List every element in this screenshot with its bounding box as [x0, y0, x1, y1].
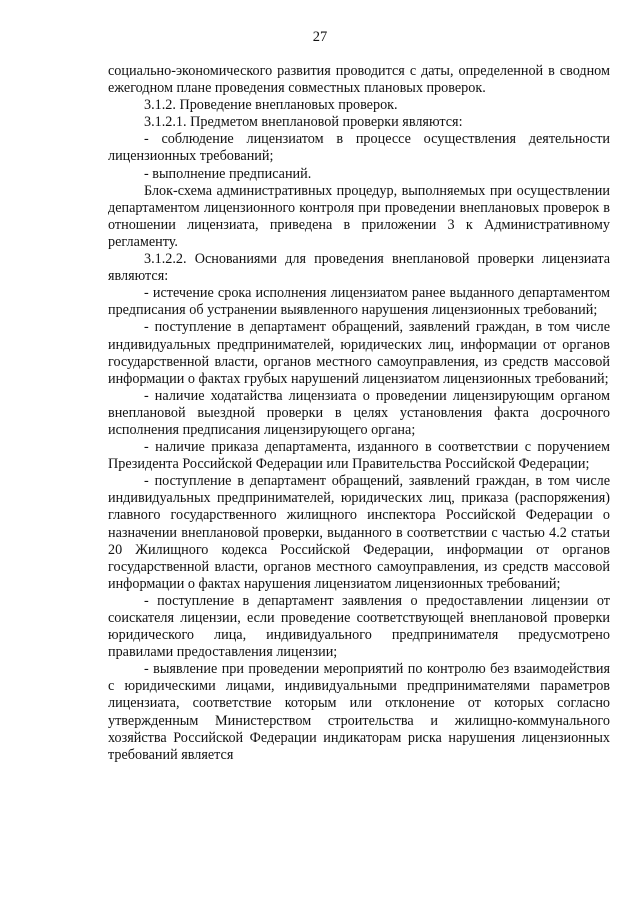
list-item: - поступление в департамент обращений, заявлений граждан, в том числе индивидуальных предпринимателей, юридических лиц, приказа (распоряжения) главного государственного жилищного инспектора Российской Федерации о назначении внеплановой проверки, выданного в соответствии с частью 4.2 статьи 20 Жилищного кодекса Российской Федерации, информации от органов государственной власти, органов местного самоуправления, из средств массовой информации о фактах нарушения лицензиатом лицензионных требований;	[108, 473, 610, 592]
list-item: - поступление в департамент обращений, заявлений граждан, в том числе индивидуальных предпринимателей, юридических лиц, информации от органов государственной власти, органов местного самоуправления, из средств массовой информации о фактах грубых нарушений лицензиатом лицензионных требований;	[108, 319, 610, 387]
list-item: - соблюдение лицензиатом в процессе осуществления деятельности лицензионных требований;	[108, 131, 610, 165]
body-text	[108, 63, 610, 764]
paragraph-3-1-2-2: 3.1.2.2. Основаниями для проведения внеплановой проверки лицензиата являются:	[108, 251, 610, 285]
list-item: - наличие ходатайства лицензиата о проведении лицензирующим органом внеплановой выездной проверки в целях установления факта досрочного исполнения предписания лицензирующего органа;	[108, 387, 610, 438]
list-item: - выполнение предписаний.	[144, 165, 312, 182]
paragraph-block-diagram: Блок-схема административных процедур, выполняемых при осуществлении департаментом лицензионного контроля при проведении внеплановых проверок в отношении лицензиата, приведена в приложении 3 к Административному регламенту.	[108, 182, 610, 250]
list-item: - истечение срока исполнения лицензиатом ранее выданного департаментом предписания об устранении выявленного нарушения лицензионных требований;	[108, 285, 610, 319]
paragraph-3-1-2-1: 3.1.2.1. Предметом внеплановой проверки являются:	[144, 114, 463, 131]
page-number: 27	[312, 29, 328, 45]
list-item: - выявление при проведении мероприятий по контролю без взаимодействия с юридическими лицами, индивидуальными предпринимателями параметров лицензиата, соответствие которым или отклонение от которых согласно утвержденным Министерством строительства и жилищно-коммунального хозяйства Российской Федерации индикаторам риска нарушения лицензионных требований является	[108, 661, 610, 763]
paragraph-continuation: социально-экономического развития проводится с даты, определенной в сводном ежегодном плане проведения совместных плановых проверок.	[108, 63, 610, 97]
list-item: - поступление в департамент заявления о предоставлении лицензии от соискателя лицензии, если проведение соответствующей внеплановой проверки юридического лица, индивидуального предпринимателя предусмотрено правилами предоставления лицензии;	[108, 592, 610, 661]
section-heading-3-1-2: 3.1.2. Проведение внеплановых проверок.	[144, 97, 398, 114]
list-item: - наличие приказа департамента, изданного в соответствии с поручением Президента Российской Федерации или Правительства Российской Федерации;	[108, 439, 610, 473]
